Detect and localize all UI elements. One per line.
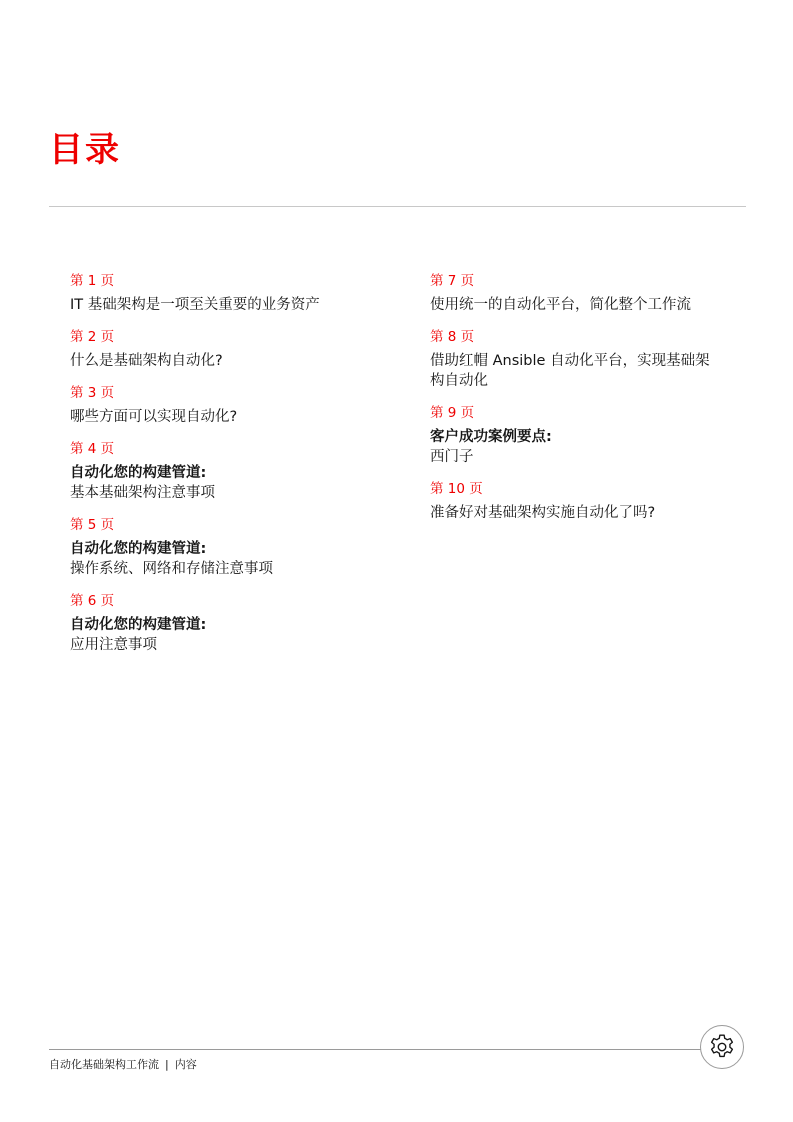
footer-separator: | (165, 1058, 169, 1071)
footer (49, 1058, 197, 1072)
toc-page-number[interactable]: 第 5 页 (70, 517, 115, 533)
toc-entry-title[interactable]: 应用注意事项 (70, 637, 157, 653)
toc-entry-title[interactable]: 西门子 (430, 449, 474, 465)
toc-page-number[interactable]: 第 6 页 (70, 593, 115, 609)
toc-entry-title[interactable]: 准备好对基础架构实施自动化了吗? (430, 505, 656, 521)
toc-left-column (70, 271, 390, 667)
toc-entry-title[interactable]: IT 基础架构是一项至关重要的业务资产 (70, 297, 320, 313)
toc-page-number[interactable]: 第 8 页 (430, 329, 475, 345)
toc-page-number[interactable]: 第 3 页 (70, 385, 115, 401)
gear-badge (700, 1025, 744, 1069)
toc-entry-heading[interactable]: 自动化您的构建管道: (70, 465, 207, 481)
gear-icon (707, 1032, 737, 1062)
toc-entry-title[interactable]: 哪些方面可以实现自动化? (70, 409, 238, 425)
toc-entry-heading[interactable]: 自动化您的构建管道: (70, 541, 207, 557)
toc-page-number[interactable]: 第 1 页 (70, 273, 115, 289)
toc-right-column (430, 271, 730, 535)
toc-entry[interactable] (70, 327, 390, 371)
toc-page-number[interactable]: 第 2 页 (70, 329, 115, 345)
footer-divider (49, 1049, 701, 1050)
toc-entry[interactable] (430, 327, 730, 391)
toc-entry-heading[interactable]: 自动化您的构建管道: (70, 617, 207, 633)
toc-entry[interactable] (70, 515, 390, 579)
toc-entry-heading[interactable]: 客户成功案例要点: (430, 429, 552, 445)
toc-entry-title[interactable]: 使用统一的自动化平台，简化整个工作流 (430, 297, 691, 313)
page-title: 目录 (49, 130, 121, 170)
toc-entry[interactable] (70, 439, 390, 503)
toc-entry-title[interactable]: 基本基础架构注意事项 (70, 485, 215, 501)
toc-page-number[interactable]: 第 4 页 (70, 441, 115, 457)
title-divider (49, 206, 746, 207)
toc-page-number[interactable]: 第 7 页 (430, 273, 475, 289)
toc-entry[interactable] (430, 271, 730, 315)
footer-section: 内容 (174, 1058, 197, 1071)
toc-entry[interactable] (70, 383, 390, 427)
toc-page-number[interactable]: 第 10 页 (430, 481, 483, 497)
toc-entry-title[interactable]: 借助红帽 Ansible 自动化平台，实现基础架构自动化 (430, 353, 710, 389)
toc-entry[interactable] (70, 591, 390, 655)
toc-entry[interactable] (70, 271, 390, 315)
toc-entry[interactable] (430, 403, 730, 467)
toc-entry[interactable] (430, 479, 730, 523)
toc-entry-title[interactable]: 操作系统、网络和存储注意事项 (70, 561, 273, 577)
toc-entry-title[interactable]: 什么是基础架构自动化? (70, 353, 223, 369)
toc-page-number[interactable]: 第 9 页 (430, 405, 475, 421)
footer-doc-title: 自动化基础架构工作流 (49, 1058, 159, 1071)
